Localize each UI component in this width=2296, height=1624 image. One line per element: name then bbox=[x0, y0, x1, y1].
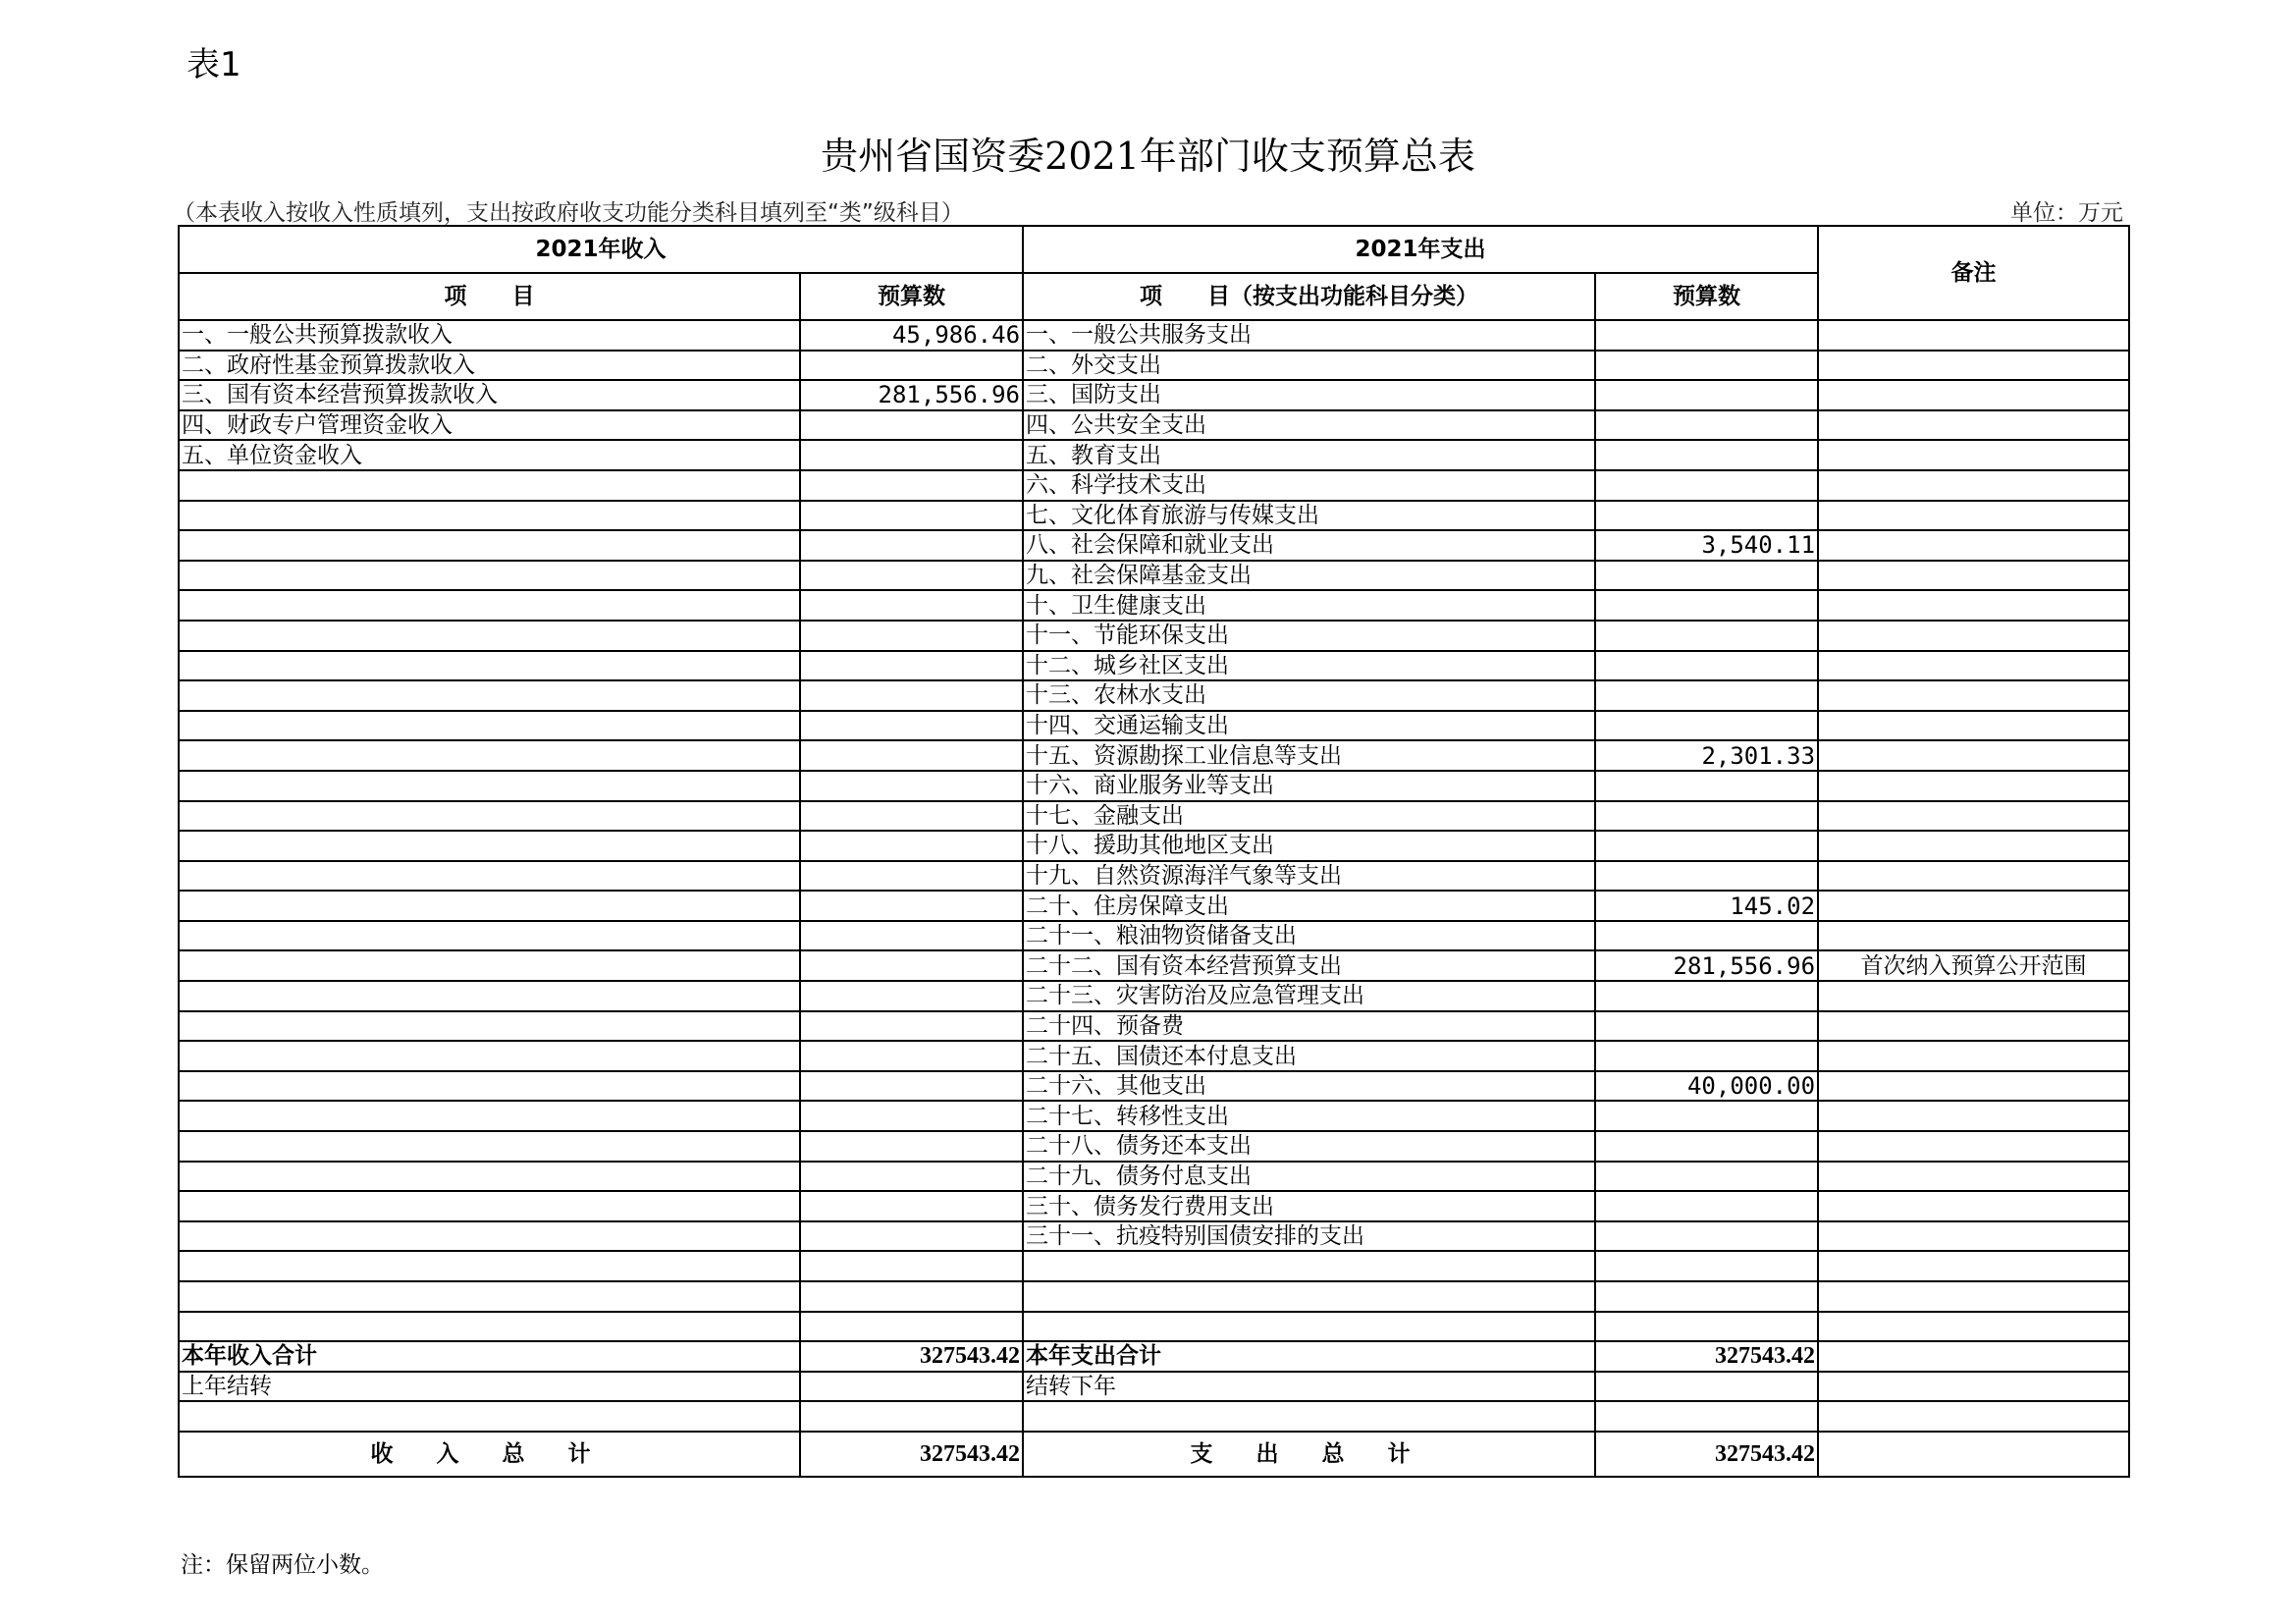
budget-table bbox=[178, 225, 2130, 1478]
expense-item-cell: 八、社会保障和就业支出 bbox=[1023, 530, 1595, 561]
expense-amount-cell: 281,556.96 bbox=[1595, 950, 1818, 981]
income-group-header: 2021年收入 bbox=[179, 226, 1023, 273]
remark-cell bbox=[1818, 801, 2129, 832]
remark-cell bbox=[1818, 1041, 2129, 1071]
income-subtotal-amount: 327543.42 bbox=[800, 1341, 1023, 1372]
income-item-cell bbox=[179, 1101, 800, 1131]
income-amount-cell bbox=[800, 530, 1023, 561]
income-subtotal-label: 本年收入合计 bbox=[179, 1341, 800, 1372]
expense-item-cell: 十四、交通运输支出 bbox=[1023, 711, 1595, 741]
income-amount-cell bbox=[800, 501, 1023, 531]
expense-item-cell bbox=[1023, 1251, 1595, 1281]
income-item-cell bbox=[179, 651, 800, 681]
table-row bbox=[179, 1312, 2129, 1342]
income-amount-cell bbox=[800, 950, 1023, 981]
expense-amount-cell bbox=[1595, 1162, 1818, 1192]
income-amount-cell: 45,986.46 bbox=[800, 320, 1023, 351]
remark-cell bbox=[1818, 470, 2129, 501]
table-row bbox=[179, 1162, 2129, 1192]
remark-cell bbox=[1818, 410, 2129, 441]
income-item-cell bbox=[179, 1191, 800, 1221]
expense-amount-cell bbox=[1595, 351, 1818, 381]
income-amount-cell bbox=[800, 831, 1023, 861]
expense-amount-cell bbox=[1595, 590, 1818, 621]
remark-cell bbox=[1818, 590, 2129, 621]
expense-amount-cell bbox=[1595, 1251, 1818, 1281]
remark-cell bbox=[1818, 831, 2129, 861]
income-item-cell bbox=[179, 530, 800, 561]
income-item-cell bbox=[179, 1071, 800, 1102]
expense-amount-cell: 40,000.00 bbox=[1595, 1071, 1818, 1102]
income-item-cell bbox=[179, 861, 800, 892]
remark-cell bbox=[1818, 1162, 2129, 1192]
expense-item-cell: 二十、住房保障支出 bbox=[1023, 891, 1595, 921]
table-row bbox=[179, 950, 2129, 981]
remark-cell bbox=[1818, 651, 2129, 681]
remark-cell bbox=[1818, 680, 2129, 711]
remark-cell bbox=[1818, 501, 2129, 531]
income-item-cell bbox=[179, 1251, 800, 1281]
table-row bbox=[179, 1251, 2129, 1281]
table-note: （本表收入按收入性质填列，支出按政府收支功能分类科目填列至“类”级科目） bbox=[173, 200, 964, 226]
expense-amount-cell bbox=[1595, 1221, 1818, 1252]
table-row bbox=[179, 621, 2129, 651]
table-row bbox=[179, 1101, 2129, 1131]
income-item-cell: 一、一般公共预算拨款收入 bbox=[179, 320, 800, 351]
income-item-cell bbox=[179, 470, 800, 501]
income-item-cell bbox=[179, 1041, 800, 1071]
expense-amount-cell bbox=[1595, 501, 1818, 531]
expense-amount-cell bbox=[1595, 921, 1818, 951]
income-amount-cell bbox=[800, 1101, 1023, 1131]
carry-row bbox=[179, 1372, 2129, 1402]
income-item-cell bbox=[179, 590, 800, 621]
table-row bbox=[179, 320, 2129, 351]
remark-cell bbox=[1818, 1101, 2129, 1131]
income-amount-cell bbox=[800, 771, 1023, 801]
income-amount-cell bbox=[800, 680, 1023, 711]
income-item-cell bbox=[179, 1221, 800, 1252]
expense-item-cell: 九、社会保障基金支出 bbox=[1023, 561, 1595, 591]
expense-item-cell: 十六、商业服务业等支出 bbox=[1023, 771, 1595, 801]
remark-cell bbox=[1818, 380, 2129, 410]
income-amount-cell bbox=[800, 1162, 1023, 1192]
expense-item-cell: 十八、援助其他地区支出 bbox=[1023, 831, 1595, 861]
expense-item-cell: 三、国防支出 bbox=[1023, 380, 1595, 410]
expense-item-cell: 二十八、债务还本支出 bbox=[1023, 1131, 1595, 1162]
income-item-cell: 二、政府性基金预算拨款收入 bbox=[179, 351, 800, 381]
income-amount-cell bbox=[800, 351, 1023, 381]
income-total-amount: 327543.42 bbox=[800, 1432, 1023, 1477]
table-row bbox=[179, 561, 2129, 591]
table-row bbox=[179, 680, 2129, 711]
expense-item-cell: 五、教育支出 bbox=[1023, 440, 1595, 470]
empty-cell bbox=[800, 1401, 1023, 1432]
income-amount-cell bbox=[800, 891, 1023, 921]
income-amount-cell bbox=[800, 470, 1023, 501]
expense-amount-cell bbox=[1595, 771, 1818, 801]
remark-cell bbox=[1818, 440, 2129, 470]
remark-cell bbox=[1818, 1071, 2129, 1102]
remark-cell bbox=[1818, 1312, 2129, 1342]
subtotal-row bbox=[179, 1341, 2129, 1372]
expense-item-cell: 十九、自然资源海洋气象等支出 bbox=[1023, 861, 1595, 892]
remark-cell bbox=[1818, 1221, 2129, 1252]
remark-cell bbox=[1818, 561, 2129, 591]
income-amount-cell bbox=[800, 711, 1023, 741]
expense-group-header: 2021年支出 bbox=[1023, 226, 1818, 273]
income-item-cell bbox=[179, 1131, 800, 1162]
expense-item-cell: 四、公共安全支出 bbox=[1023, 410, 1595, 441]
table-row bbox=[179, 501, 2129, 531]
expense-item-cell: 十二、城乡社区支出 bbox=[1023, 651, 1595, 681]
income-item-cell bbox=[179, 891, 800, 921]
expense-amount-cell bbox=[1595, 440, 1818, 470]
table-row bbox=[179, 1011, 2129, 1042]
income-item-cell bbox=[179, 981, 800, 1011]
expense-amount-cell bbox=[1595, 981, 1818, 1011]
income-item-cell bbox=[179, 1011, 800, 1042]
income-amount-cell bbox=[800, 1071, 1023, 1102]
expense-amount-cell bbox=[1595, 861, 1818, 892]
income-item-cell: 五、单位资金收入 bbox=[179, 440, 800, 470]
income-total-label: 收 入 总 计 bbox=[179, 1432, 800, 1477]
empty-cell bbox=[1818, 1401, 2129, 1432]
income-amount-cell bbox=[800, 1011, 1023, 1042]
income-item-cell: 四、财政专户管理资金收入 bbox=[179, 410, 800, 441]
income-amount-cell bbox=[800, 981, 1023, 1011]
expense-amount-cell bbox=[1595, 320, 1818, 351]
income-amount-cell bbox=[800, 1221, 1023, 1252]
expense-item-header: 项 目（按支出功能科目分类） bbox=[1023, 273, 1595, 320]
income-item-cell bbox=[179, 621, 800, 651]
income-item-cell bbox=[179, 921, 800, 951]
empty-cell bbox=[1595, 1401, 1818, 1432]
expense-item-cell: 二十四、预备费 bbox=[1023, 1011, 1595, 1042]
table-row bbox=[179, 530, 2129, 561]
table-tag: 表1 bbox=[187, 45, 241, 84]
expense-amount-cell: 3,540.11 bbox=[1595, 530, 1818, 561]
income-amount-cell: 281,556.96 bbox=[800, 380, 1023, 410]
remark-cell bbox=[1818, 1432, 2129, 1477]
expense-item-cell: 十、卫生健康支出 bbox=[1023, 590, 1595, 621]
table-row bbox=[179, 1071, 2129, 1102]
table-row bbox=[179, 981, 2129, 1011]
remark-cell bbox=[1818, 1372, 2129, 1402]
grand-total-row bbox=[179, 1432, 2129, 1477]
table-row bbox=[179, 410, 2129, 441]
expense-item-cell bbox=[1023, 1312, 1595, 1342]
remark-cell bbox=[1818, 320, 2129, 351]
income-item-cell bbox=[179, 831, 800, 861]
income-amount-cell bbox=[800, 1191, 1023, 1221]
expense-subtotal-label: 本年支出合计 bbox=[1023, 1341, 1595, 1372]
expense-amount-cell bbox=[1595, 711, 1818, 741]
expense-total-amount: 327543.42 bbox=[1595, 1432, 1818, 1477]
remark-cell bbox=[1818, 1131, 2129, 1162]
income-item-cell bbox=[179, 501, 800, 531]
table-row bbox=[179, 1041, 2129, 1071]
income-amount-cell bbox=[800, 921, 1023, 951]
income-item-cell bbox=[179, 801, 800, 832]
remark-header: 备注 bbox=[1818, 226, 2129, 320]
expense-amount-cell bbox=[1595, 561, 1818, 591]
table-row bbox=[179, 651, 2129, 681]
expense-amount-cell bbox=[1595, 680, 1818, 711]
expense-amount-cell bbox=[1595, 621, 1818, 651]
expense-item-cell: 三十、债务发行费用支出 bbox=[1023, 1191, 1595, 1221]
expense-amount-cell bbox=[1595, 1131, 1818, 1162]
table-row bbox=[179, 1131, 2129, 1162]
page-title: 贵州省国资委2021年部门收支预算总表 bbox=[821, 135, 1475, 178]
income-item-cell bbox=[179, 740, 800, 771]
carry-out-label: 结转下年 bbox=[1023, 1372, 1595, 1402]
income-item-cell bbox=[179, 1312, 800, 1342]
expense-amount-cell bbox=[1595, 380, 1818, 410]
table-row bbox=[179, 831, 2129, 861]
expense-item-cell: 十五、资源勘探工业信息等支出 bbox=[1023, 740, 1595, 771]
remark-cell bbox=[1818, 740, 2129, 771]
income-item-cell bbox=[179, 561, 800, 591]
expense-amount-cell bbox=[1595, 801, 1818, 832]
income-amount-cell bbox=[800, 651, 1023, 681]
income-amount-cell bbox=[800, 1251, 1023, 1281]
income-amount-cell bbox=[800, 1312, 1023, 1342]
expense-amount-cell bbox=[1595, 1011, 1818, 1042]
table-row bbox=[179, 1191, 2129, 1221]
group-header-row bbox=[179, 226, 2129, 273]
expense-amount-cell bbox=[1595, 410, 1818, 441]
remark-cell bbox=[1818, 1251, 2129, 1281]
expense-amount-cell bbox=[1595, 1281, 1818, 1312]
carry-out-amount bbox=[1595, 1372, 1818, 1402]
expense-item-cell: 二十一、粮油物资储备支出 bbox=[1023, 921, 1595, 951]
income-amount-cell bbox=[800, 1131, 1023, 1162]
table-row bbox=[179, 861, 2129, 892]
expense-item-cell: 十七、金融支出 bbox=[1023, 801, 1595, 832]
expense-item-cell: 一、一般公共服务支出 bbox=[1023, 320, 1595, 351]
unit-label: 单位：万元 bbox=[2010, 200, 2123, 226]
expense-amount-cell bbox=[1595, 1312, 1818, 1342]
income-amount-cell bbox=[800, 621, 1023, 651]
expense-item-cell: 二十六、其他支出 bbox=[1023, 1071, 1595, 1102]
income-item-cell bbox=[179, 680, 800, 711]
expense-item-cell: 十三、农林水支出 bbox=[1023, 680, 1595, 711]
expense-item-cell: 七、文化体育旅游与传媒支出 bbox=[1023, 501, 1595, 531]
empty-cell bbox=[1023, 1401, 1595, 1432]
table-row bbox=[179, 740, 2129, 771]
expense-total-label: 支 出 总 计 bbox=[1023, 1432, 1595, 1477]
expense-item-cell: 二十二、国有资本经营预算支出 bbox=[1023, 950, 1595, 981]
expense-item-cell bbox=[1023, 1281, 1595, 1312]
table-row bbox=[179, 1221, 2129, 1252]
carry-in-label: 上年结转 bbox=[179, 1372, 800, 1402]
remark-cell bbox=[1818, 711, 2129, 741]
expense-amount-cell: 145.02 bbox=[1595, 891, 1818, 921]
table-row bbox=[179, 590, 2129, 621]
income-item-cell bbox=[179, 950, 800, 981]
remark-cell bbox=[1818, 861, 2129, 892]
remark-cell bbox=[1818, 1191, 2129, 1221]
expense-amount-header: 预算数 bbox=[1595, 273, 1818, 320]
income-item-cell: 三、国有资本经营预算拨款收入 bbox=[179, 380, 800, 410]
table-row bbox=[179, 440, 2129, 470]
income-amount-cell bbox=[800, 590, 1023, 621]
footnote: 注：保留两位小数。 bbox=[181, 1552, 384, 1578]
income-item-cell bbox=[179, 711, 800, 741]
income-amount-cell bbox=[800, 801, 1023, 832]
remark-cell bbox=[1818, 621, 2129, 651]
table-row bbox=[179, 470, 2129, 501]
remark-cell bbox=[1818, 891, 2129, 921]
income-amount-cell bbox=[800, 561, 1023, 591]
income-amount-cell bbox=[800, 410, 1023, 441]
expense-item-cell: 六、科学技术支出 bbox=[1023, 470, 1595, 501]
income-amount-cell bbox=[800, 861, 1023, 892]
remark-cell bbox=[1818, 771, 2129, 801]
remark-cell bbox=[1818, 530, 2129, 561]
empty-cell bbox=[179, 1401, 800, 1432]
income-amount-header: 预算数 bbox=[800, 273, 1023, 320]
income-item-header: 项 目 bbox=[179, 273, 800, 320]
expense-item-cell: 二、外交支出 bbox=[1023, 351, 1595, 381]
table-row bbox=[179, 891, 2129, 921]
expense-subtotal-amount: 327543.42 bbox=[1595, 1341, 1818, 1372]
expense-amount-cell bbox=[1595, 1191, 1818, 1221]
income-amount-cell bbox=[800, 440, 1023, 470]
table-row bbox=[179, 1401, 2129, 1432]
expense-item-cell: 二十九、债务付息支出 bbox=[1023, 1162, 1595, 1192]
table-row bbox=[179, 921, 2129, 951]
income-item-cell bbox=[179, 771, 800, 801]
income-amount-cell bbox=[800, 740, 1023, 771]
remark-cell: 首次纳入预算公开范围 bbox=[1818, 950, 2129, 981]
expense-item-cell: 二十三、灾害防治及应急管理支出 bbox=[1023, 981, 1595, 1011]
table-row bbox=[179, 1281, 2129, 1312]
remark-cell bbox=[1818, 1011, 2129, 1042]
expense-item-cell: 二十五、国债还本付息支出 bbox=[1023, 1041, 1595, 1071]
remark-cell bbox=[1818, 1341, 2129, 1372]
expense-amount-cell bbox=[1595, 651, 1818, 681]
expense-item-cell: 三十一、抗疫特别国债安排的支出 bbox=[1023, 1221, 1595, 1252]
income-amount-cell bbox=[800, 1281, 1023, 1312]
carry-in-amount bbox=[800, 1372, 1023, 1402]
table-row bbox=[179, 771, 2129, 801]
remark-cell bbox=[1818, 351, 2129, 381]
table-row bbox=[179, 351, 2129, 381]
expense-item-cell: 二十七、转移性支出 bbox=[1023, 1101, 1595, 1131]
remark-cell bbox=[1818, 1281, 2129, 1312]
table-row bbox=[179, 801, 2129, 832]
expense-item-cell: 十一、节能环保支出 bbox=[1023, 621, 1595, 651]
income-amount-cell bbox=[800, 1041, 1023, 1071]
expense-amount-cell bbox=[1595, 1041, 1818, 1071]
expense-amount-cell: 2,301.33 bbox=[1595, 740, 1818, 771]
income-item-cell bbox=[179, 1281, 800, 1312]
table-row bbox=[179, 711, 2129, 741]
income-item-cell bbox=[179, 1162, 800, 1192]
remark-cell bbox=[1818, 921, 2129, 951]
remark-cell bbox=[1818, 981, 2129, 1011]
expense-amount-cell bbox=[1595, 470, 1818, 501]
expense-amount-cell bbox=[1595, 1101, 1818, 1131]
table-row bbox=[179, 380, 2129, 410]
expense-amount-cell bbox=[1595, 831, 1818, 861]
